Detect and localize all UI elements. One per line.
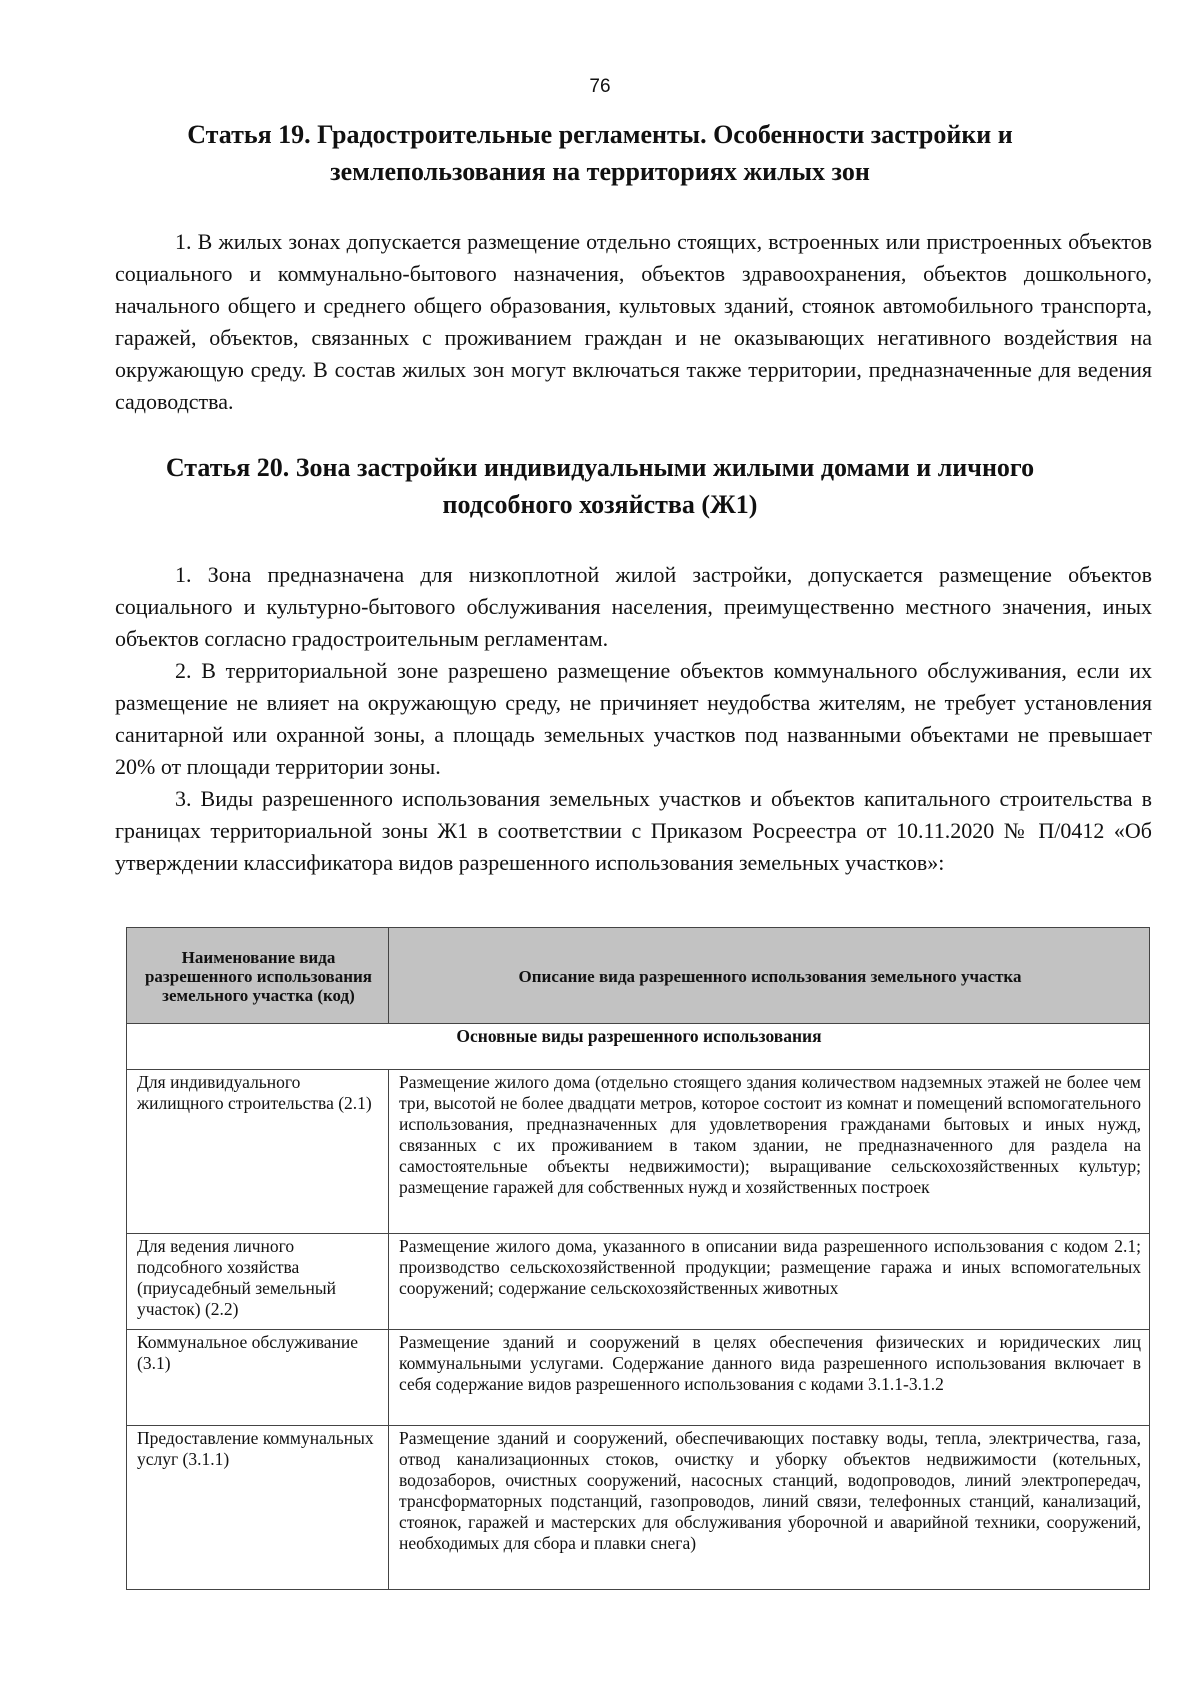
table-cell-name: Для ведения личного подсобного хозяйства (приусадебный земельный участок) (2.2) [127,1234,389,1330]
land-use-table [126,927,1150,1590]
table-row [127,1234,1150,1330]
table-cell-description: Размещение зданий и сооружений, обеспечивающих поставку воды, тепла, электричества, газа, отвод канализационных стоков, очистку и уборку объектов недвижимости (котельных, водозаборов, очистных сооружений, насосных станций, водопроводов, линий электропередач, трансформаторных подстанций, газопроводов, линий связи, телефонных станций, канализаций, стоянок, гаражей и мастерских для обслуживания уборочной и аварийной техники, сооружений, необходимых для сбора и плавки снега) [389,1426,1150,1590]
article-20-paragraph-2: 2. В территориальной зоне разрешено размещение объектов коммунального обслуживания, если их размещение не влияет на окружающую среду, не причиняет неудобства жителям, не требует установления санитарной или охранной зоны, а площадь земельных участков под названными объектами не превышает 20% от площади территории зоны. [115,658,1152,779]
article-20-paragraph-1: 1. Зона предназначена для низкоплотной жилой застройки, допускается размещение объектов социального и культурно-бытового обслуживания населения, преимущественно местного значения, иных объектов согласно градостроительным регламентам. [115,562,1152,651]
table-section-row [127,1024,1150,1070]
article-20-title: Статья 20. Зона застройки индивидуальными жилыми домами и личного подсобного хозяйства (Ж1) [165,453,1035,519]
table-cell-name: Коммунальное обслуживание (3.1) [127,1330,389,1426]
table-cell-name: Для индивидуального жилищного строительства (2.1) [127,1070,389,1234]
page-number: 76 [589,76,611,97]
table-row [127,1426,1150,1590]
table-row [127,1070,1150,1234]
article-20-paragraph-3: 3. Виды разрешенного использования земельных участков и объектов капитального строительства в границах территориальной зоны Ж1 в соответствии с Приказом Росреестра от 10.11.2020 № П/0412 «Об утверждении классификатора видов разрешенного использования земельных участков»: [115,786,1152,875]
table-cell-name: Предоставление коммунальных услуг (3.1.1) [127,1426,389,1590]
table-cell-description: Размещение жилого дома, указанного в описании вида разрешенного использования с кодом 2.1; производство сельскохозяйственной продукции; размещение гаража и иных вспомогательных сооружений; содержание сельскохозяйственных животных [389,1234,1150,1330]
table-section-title: Основные виды разрешенного использования [127,1024,1150,1070]
table-header-name: Наименование вида разрешенного использования земельного участка (код) [127,928,389,1024]
table-row [127,1330,1150,1426]
table-cell-description: Размещение жилого дома (отдельно стоящего здания количеством надземных этажей не более чем три, высотой не более двадцати метров, которое состоит из комнат и помещений вспомогательного использования, предназначенных для удовлетворения гражданами бытовых и иных нужд, связанных с их проживанием в таком здании, не предназначенного для раздела на самостоятельные объекты недвижимости); выращивание сельскохозяйственных культур; размещение гаражей для собственных нужд и хозяйственных построек [389,1070,1150,1234]
article-19-paragraph-1: 1. В жилых зонах допускается размещение отдельно стоящих, встроенных или пристроенных объектов социального и коммунально-бытового назначения, объектов здравоохранения, объектов дошкольного, начального общего и среднего общего образования, культовых зданий, стоянок автомобильного транспорта, гаражей, объектов, связанных с проживанием граждан и не оказывающих негативного воздействия на окружающую среду. В состав жилых зон могут включаться также территории, предназначенные для ведения садоводства. [115,229,1152,414]
table-header-row [127,928,1150,1024]
table-header-description: Описание вида разрешенного использования земельного участка [389,928,1150,1024]
article-19-title: Статья 19. Градостроительные регламенты. Особенности застройки и землепользования на территориях жилых зон [187,120,1013,186]
table-cell-description: Размещение зданий и сооружений в целях обеспечения физических и юридических лиц коммунальными услугами. Содержание данного вида разрешенного использования включает в себя содержание видов разрешенного использования с кодами 3.1.1-3.1.2 [389,1330,1150,1426]
